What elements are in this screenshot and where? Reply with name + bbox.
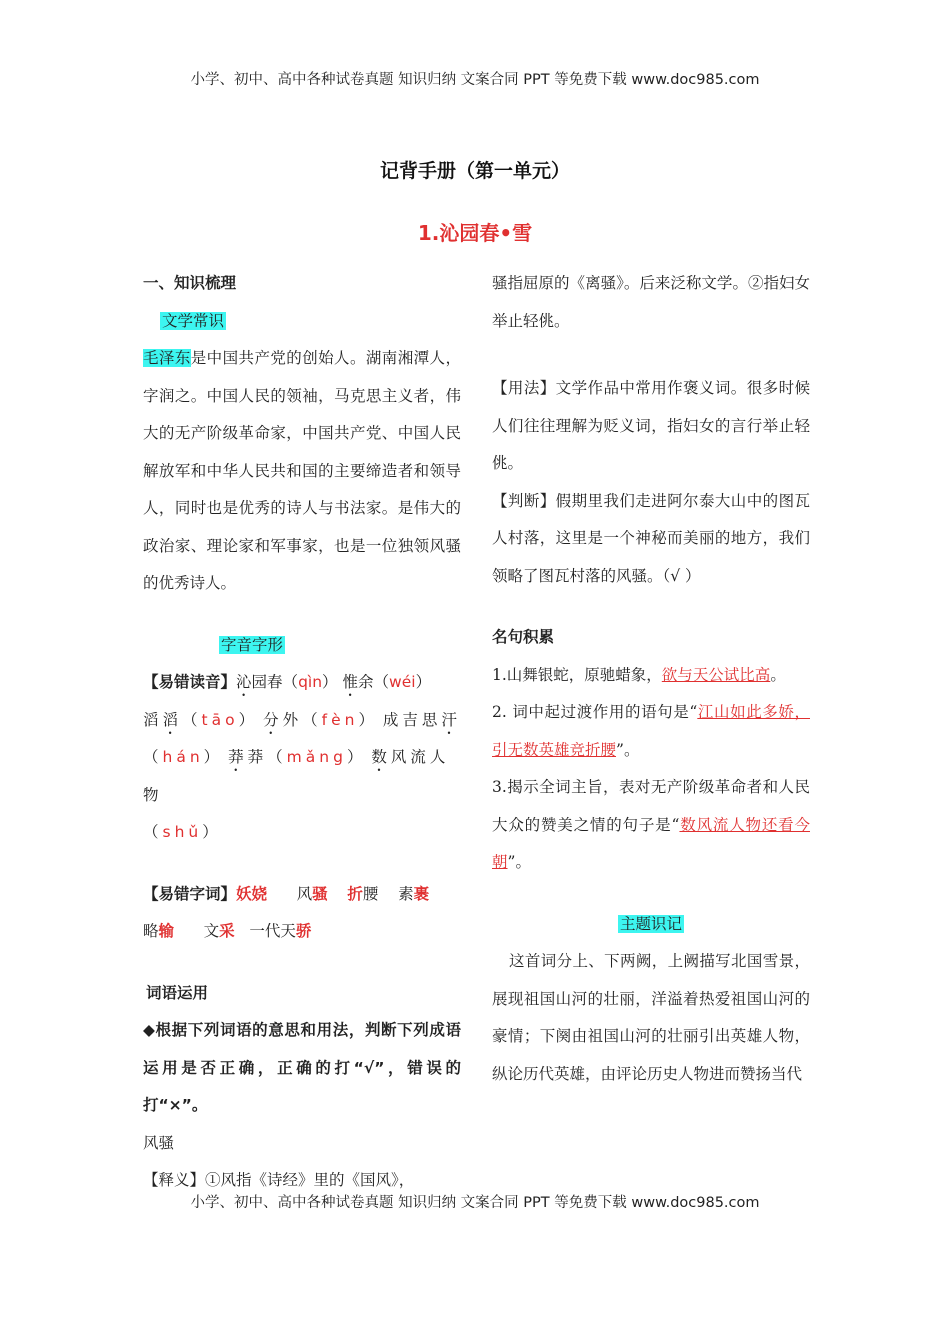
quote-1-answer: 欲与天公试比高 [661, 665, 771, 684]
theme-text: 这首词分上、下两阙，上阙描写北国雪景，展现祖国山河的壮丽，洋溢着热爱祖国山河的豪情；下阕由祖国山河的壮丽引出英雄人物，纵论历代英雄，由评论历史人物进而赞扬当代 [492, 952, 810, 1083]
pron-item: 沁园春（qìn） [236, 673, 338, 691]
theme-tag-row [492, 906, 810, 944]
author-name: 毛泽东 [143, 349, 191, 367]
pronunciation-label: 【易错读音】 [143, 673, 237, 691]
author-text: 是中国共产党的创始人。湖南湘潭人，字润之。中国人民的领袖，马克思主义者，伟大的无产阶级革命家，中国共产党、中国人民解放军和中华人民共和国的主要缔造者和领导人，同时也是优秀的诗人与书法家。是伟大的政治家、理论家和军事家，也是一位独领风骚的优秀诗人。 [143, 349, 461, 592]
word-item: 一代天骄 [249, 922, 312, 940]
quote-2: 2. 词中起过渡作用的语句是“江山如此多娇，引无数英雄竞折腰”。 [492, 703, 810, 759]
pronunciation-block [143, 664, 461, 852]
quotes-heading: 名句积累 [492, 628, 555, 646]
word-item: 素裹 [398, 884, 430, 903]
quote-2-answer: 江山如此多娇，引无数英雄竞折腰 [492, 703, 810, 759]
pron-item: 滔滔（tāo） [143, 710, 259, 729]
right-column [492, 265, 810, 1093]
definition-text: 【释义】①风指《诗经》里的《国风》， [143, 1171, 415, 1189]
usage-text: 【用法】文学作品中常用作褒义词。很多时候人们往往理解为贬义词，指妇女的言行举止轻佻。 [492, 379, 810, 472]
word-item: 略输 [143, 922, 175, 940]
word-item: 风骚 [296, 884, 328, 903]
section-heading: 一、知识梳理 [143, 274, 237, 292]
document-title: 记背手册（第一单元） [379, 160, 570, 182]
pron-item: 分外（fèn） [263, 710, 378, 729]
pron-item: 惟余（wéi） [342, 673, 432, 691]
left-column [143, 265, 461, 1200]
quote-3: 3.揭示全词主旨，表对无产阶级革命者和人民大众的赞美之情的句子是“数风流人物还看今朝”。 [492, 778, 810, 871]
author-paragraph [143, 340, 461, 603]
pron-item: 数风流人物 （shǔ） [143, 748, 450, 841]
error-words-label: 【易错字词】 [143, 884, 237, 903]
page-header: 小学、初中、高中各种试卷真题 知识归纳 文案合同 PPT 等免费下载 www.doc985.com [190, 72, 760, 88]
word-item: 文采 [203, 922, 235, 940]
pron-item: 莽莽（mǎng） [228, 748, 367, 766]
literature-tag: 文学常识 [162, 311, 225, 330]
char-tag: 字音字形 [221, 635, 284, 654]
theme-tag: 主题识记 [619, 914, 682, 933]
char-tag-row [143, 627, 461, 665]
judge-text: 【判断】假期里我们走进阿尔泰大山中的图瓦人村落，这里是一个神秘而美丽的地方，我们领略了图瓦村落的风骚。（√ ） [492, 491, 810, 585]
error-words-block [143, 876, 461, 951]
lesson-title: 1.沁园春•雪 [417, 221, 533, 245]
quote-3-answer: 数风流人物还看今朝 [492, 815, 810, 871]
target-word: 风骚 [143, 1133, 175, 1152]
usage-question: ◆根据下列词语的意思和用法，判断下列成语运用是否正确，正确的打“√”，错误的打“×”。 [143, 1021, 461, 1114]
word-item: 折腰 [347, 884, 379, 903]
definition-continued: 骚指屈原的《离骚》。后来泛称文学。②指妇女举止轻佻。 [492, 274, 810, 330]
page-footer: 小学、初中、高中各种试卷真题 知识归纳 文案合同 PPT 等免费下载 www.doc985.com [190, 1195, 760, 1211]
word-item: 妖娆 [236, 884, 268, 903]
quote-1: 1.山舞银蛇，原驰蜡象，欲与天公试比高。 [492, 665, 786, 684]
pron-item: 成吉思汗（hán） [143, 710, 461, 766]
usage-heading: 词语运用 [146, 983, 209, 1002]
literature-tag-row [143, 303, 461, 341]
